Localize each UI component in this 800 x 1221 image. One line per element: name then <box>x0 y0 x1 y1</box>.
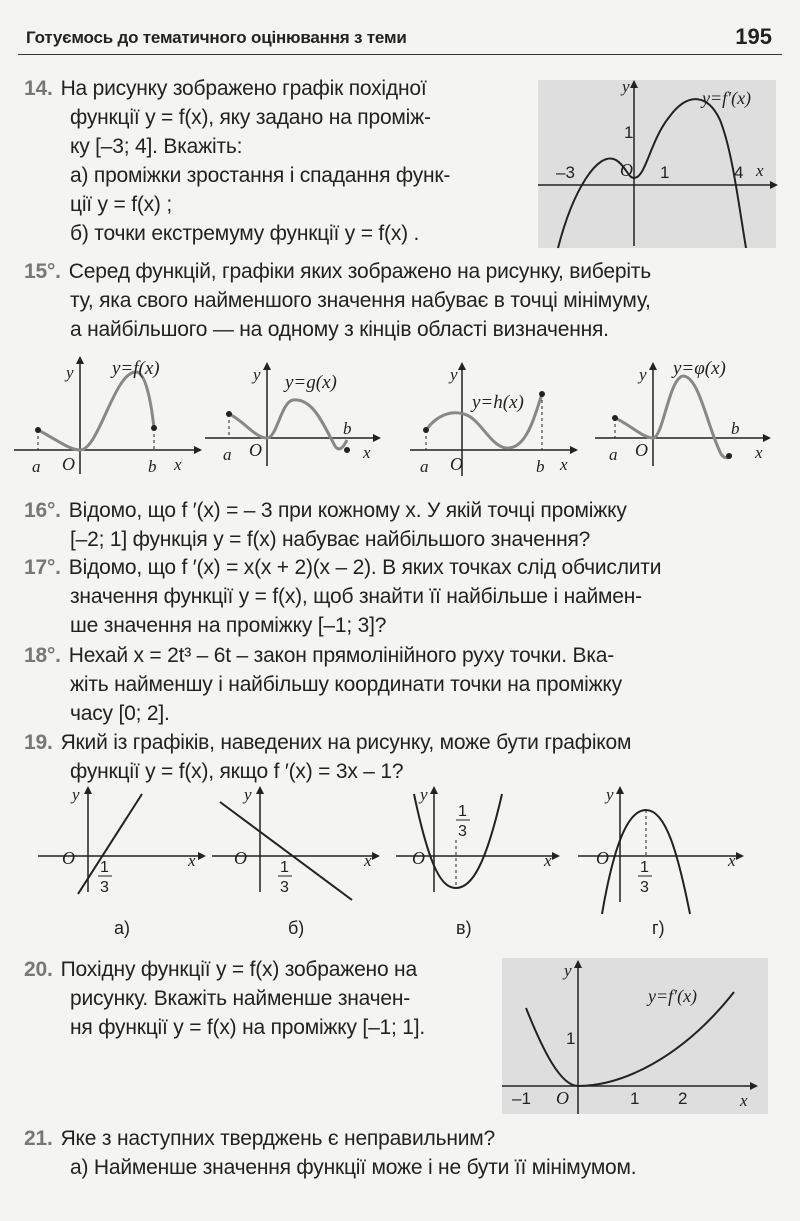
tick-numerator: 1 <box>100 859 109 876</box>
tick-label: –1 <box>512 1089 531 1108</box>
y-axis-label: y <box>606 785 614 804</box>
tick-numerator: 1 <box>280 859 289 876</box>
tick-denominator: 3 <box>640 879 649 896</box>
problem-number: 16°. <box>24 499 61 522</box>
origin-label: O <box>249 440 262 460</box>
y-axis-label: y <box>66 363 74 382</box>
problem-21 <box>24 1124 784 1182</box>
function-curve <box>615 376 731 458</box>
graph-g <box>205 358 385 468</box>
chapter-title: Готуємось до тематичного оцінювання з теми <box>26 28 407 47</box>
origin-label: O <box>62 454 75 474</box>
problem-line: Яке з наступних тверджень є неправильним? <box>60 1127 495 1150</box>
page-number: 195 <box>735 24 772 49</box>
graph-19g <box>578 784 758 944</box>
a-label: a <box>32 457 41 476</box>
y-arrow-icon <box>458 362 466 370</box>
problem-line: а) проміжки зростання і спадання функ- <box>70 164 451 187</box>
x-axis-label: x <box>740 1091 748 1110</box>
tick-label: –3 <box>556 163 575 182</box>
tick-denominator: 3 <box>280 879 289 896</box>
origin-label: O <box>62 848 75 868</box>
y-tick-label: 1 <box>566 1029 576 1048</box>
y-arrow-icon <box>84 786 92 794</box>
x-arrow-icon <box>373 434 381 442</box>
problem-line: значення функції y = f(x), щоб знайти її найбільше і наймен- <box>70 585 642 608</box>
problem-line: ку [–3; 4]. Вкажіть: <box>70 135 243 158</box>
x-axis-label: x <box>363 443 371 462</box>
x-axis-label: x <box>756 161 764 180</box>
x-arrow-icon <box>570 446 578 454</box>
tick-numerator: 1 <box>458 803 467 820</box>
y-axis-label: y <box>72 785 80 804</box>
x-axis-label: x <box>364 851 372 870</box>
graph-caption: в) <box>456 918 472 938</box>
problem-line: функції y = f(x), яку задано на промiж- <box>70 106 431 129</box>
problem-17 <box>24 553 784 640</box>
origin-label: O <box>556 1088 569 1108</box>
problem-number: 21. <box>24 1127 53 1150</box>
problem-line: Нехай x = 2t³ – 6t – закон прямолінійного руху точки. Вка- <box>68 644 615 667</box>
problem-15 <box>24 257 784 344</box>
b-label: b <box>148 457 157 476</box>
function-curve <box>38 372 154 450</box>
function-label: y=h(x) <box>472 392 524 413</box>
graph-19b <box>212 784 392 944</box>
problem-line: часу [0; 2]. <box>70 702 170 725</box>
derivative-graph-20 <box>502 958 772 1116</box>
function-label: y=g(x) <box>285 372 337 393</box>
origin-label: O <box>596 848 609 868</box>
endpoint-b <box>726 453 732 459</box>
origin-label: O <box>450 454 463 474</box>
problem-18 <box>24 641 784 728</box>
problem-number: 18°. <box>24 644 61 667</box>
graph-f <box>14 352 204 477</box>
problem-number: 19. <box>24 731 53 754</box>
problem-line: Серед функцій, графіки яких зображено на рисунку, виберіть <box>68 260 651 283</box>
graph-phi <box>595 358 785 468</box>
problem-line: Похідну функції y = f(x) зображено на <box>60 958 417 981</box>
origin-label: O <box>412 848 425 868</box>
graph-19v <box>396 784 576 944</box>
problem-line: функції y = f(x), якщо f ′(x) = 3x – 1? <box>70 760 404 783</box>
y-arrow-icon <box>430 786 438 794</box>
problem-line: На рисунку зображено графік похідної <box>60 77 427 100</box>
y-arrow-icon <box>263 362 271 370</box>
function-label: y=f′(x) <box>702 88 752 108</box>
x-arrow-icon <box>372 852 380 860</box>
graph-caption: б) <box>288 918 305 938</box>
problem-number: 20. <box>24 958 53 981</box>
tick-denominator: 3 <box>458 823 467 840</box>
b-label: b <box>343 419 352 438</box>
a-label: a <box>223 445 232 464</box>
x-axis-label: x <box>174 455 182 474</box>
problem-line: ня функції y = f(x) на проміжку [–1; 1]. <box>70 1016 426 1039</box>
y-axis-label: y <box>420 785 428 804</box>
y-arrow-icon <box>256 786 264 794</box>
tick-label: 4 <box>734 163 744 182</box>
problem-line: жіть найменшу і найбільшу координати точки на проміжку <box>70 673 622 696</box>
problem-19 <box>24 728 784 786</box>
x-arrow-icon <box>198 852 206 860</box>
b-label: b <box>536 457 545 476</box>
problem-16 <box>24 496 784 554</box>
problem-number: 15°. <box>24 260 61 283</box>
function-curve <box>229 400 347 449</box>
y-arrow-icon <box>76 356 84 364</box>
b-label: b <box>731 419 740 438</box>
problem-line: Відомо, що f ′(x) = – 3 при кожному x. У якій точці проміжку <box>68 499 627 522</box>
problem-line: ше значення на проміжку [–1; 3]? <box>70 614 387 637</box>
tick-denominator: 3 <box>100 879 109 896</box>
y-axis-label: y <box>253 365 261 384</box>
graph-19a <box>38 784 218 944</box>
graph-caption: а) <box>114 918 131 938</box>
y-axis-label: y <box>622 77 630 96</box>
x-axis-label: x <box>188 851 196 870</box>
a-label: a <box>609 445 618 464</box>
origin-label: O <box>234 848 247 868</box>
y-tick-label: 1 <box>624 123 634 142</box>
tick-label: 1 <box>660 163 670 182</box>
tick-label: 2 <box>678 1089 688 1108</box>
problem-line: рисунку. Вкажіть найменше значен- <box>70 987 411 1010</box>
x-axis-label: x <box>728 851 736 870</box>
problem-line: [–2; 1] функція y = f(x) набуває найбільшого значення? <box>70 528 591 551</box>
problem-line: ту, яка свого найменшого значення набуває в точці мінімуму, <box>70 289 651 312</box>
x-arrow-icon <box>736 852 744 860</box>
problem-line: Відомо, що f ′(x) = x(x + 2)(x – 2). В яких точках слід обчислити <box>68 556 662 579</box>
y-axis-label: y <box>244 785 252 804</box>
y-axis-label: y <box>639 365 647 384</box>
x-axis-label: x <box>755 443 763 462</box>
y-arrow-icon <box>616 786 624 794</box>
y-axis-label: y <box>450 365 458 384</box>
x-arrow-icon <box>763 434 771 442</box>
function-label: y=φ(x) <box>673 358 726 379</box>
x-arrow-icon <box>552 852 560 860</box>
problem-line: а) Найменше значення функції може і не бути її мінімумом. <box>70 1156 637 1179</box>
graph-h <box>410 358 590 478</box>
x-axis-label: x <box>560 455 568 474</box>
graph-caption: г) <box>652 918 665 938</box>
function-label: y=f′(x) <box>648 986 698 1006</box>
problem-line: Який із графіків, наведених на рисунку, може бути графіком <box>60 731 632 754</box>
y-axis-label: y <box>564 961 572 980</box>
problem-number: 17°. <box>24 556 61 579</box>
problem-14 <box>24 74 534 248</box>
y-arrow-icon <box>649 362 657 370</box>
origin-label: O <box>620 160 633 180</box>
tick-numerator: 1 <box>640 859 649 876</box>
problem-20 <box>24 955 494 1042</box>
function-label: y=f(x) <box>112 358 160 379</box>
x-arrow-icon <box>194 446 202 454</box>
endpoint-b <box>344 447 350 453</box>
problem-line: а найбільшого — на одному з кінців області визначення. <box>70 318 609 341</box>
problem-line: б) точки екстремуму функції y = f(x) . <box>70 222 420 245</box>
problem-number: 14. <box>24 77 53 100</box>
origin-label: O <box>635 440 648 460</box>
a-label: a <box>420 457 429 476</box>
tick-label: 1 <box>630 1089 640 1108</box>
x-axis-label: x <box>544 851 552 870</box>
problem-line: ції y = f(x) ; <box>70 193 172 216</box>
page-header <box>18 18 782 55</box>
derivative-graph-14 <box>538 77 778 250</box>
